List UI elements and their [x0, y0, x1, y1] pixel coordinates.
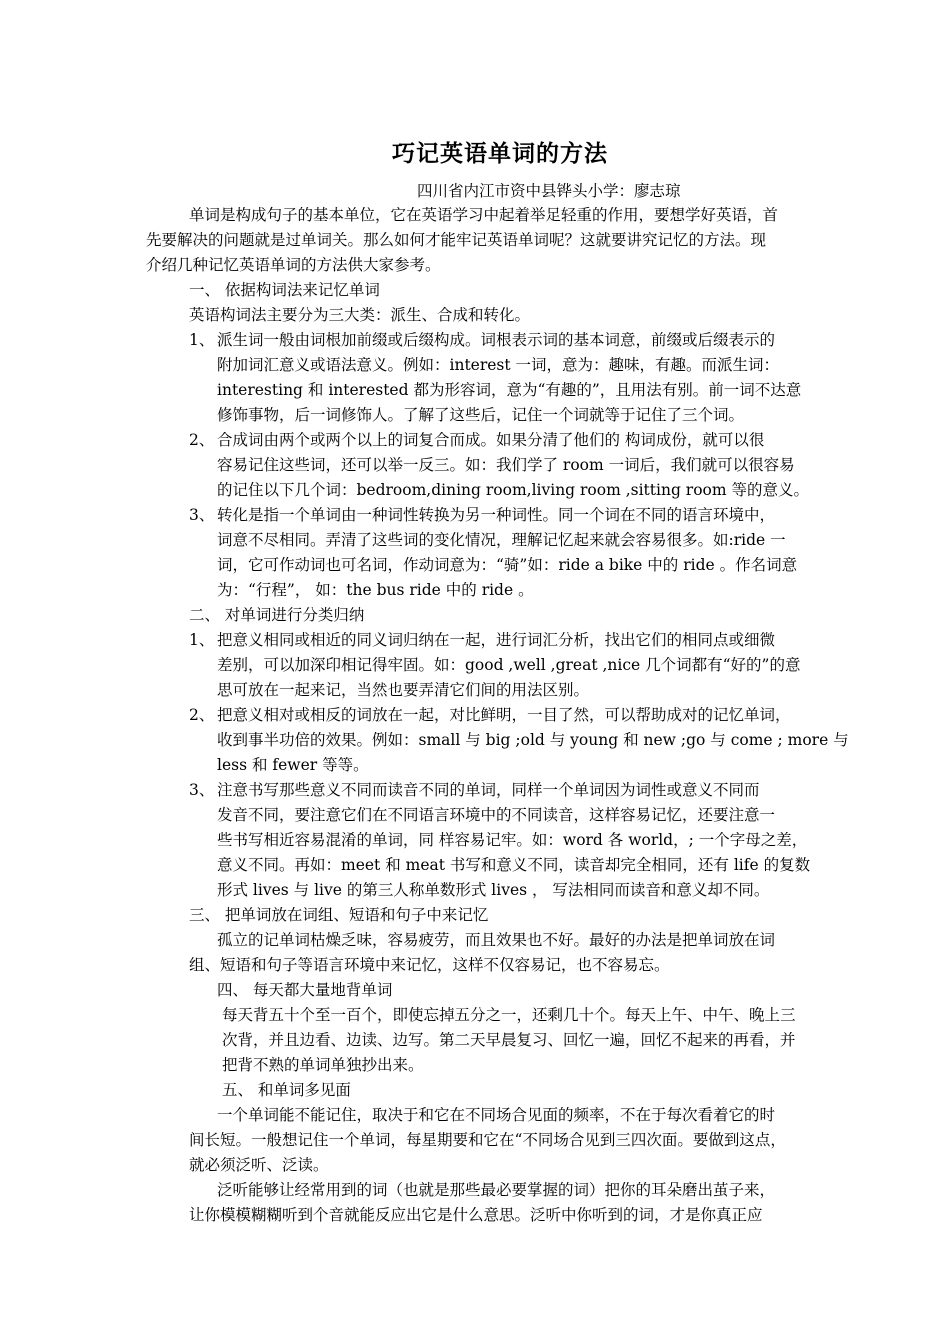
paragraph-line: 泛听能够让经常用到的词（也就是那些最必要掌握的词）把你的耳朵磨出茧子来， — [217, 1181, 776, 1199]
list-number: 1、 — [189, 631, 215, 649]
list-item-line: less 和 fewer 等等。 — [217, 756, 369, 774]
paragraph-line: 孤立的记单词枯燥乏味，容易疲劳，而且效果也不好。最好的办法是把单词放在词 — [217, 931, 776, 949]
list-number: 1、 — [189, 331, 215, 349]
list-item-line: 些书写相近容易混淆的单词，同 样容易记牢。如：word 各 world，; 一个字母之差， — [217, 831, 808, 849]
list-item-line: 思可放在一起来记，当然也要弄清它们间的用法区别。 — [217, 681, 590, 699]
list-item-line: 转化是指一个单词由一种词性转换为另一种词性。同一个词在不同的语言环境中， — [217, 506, 776, 524]
list-item-line: 合成词由两个或两个以上的词复合而成。如果分清了他们的 构词成份，就可以很 — [217, 431, 765, 449]
section-heading: 三、 把单词放在词组、短语和句子中来记忆 — [189, 906, 489, 924]
list-item-line: 词，它可作动词也可名词，作动词意为：“骑”如：ride a bike 中的 ride 。作名词意 — [217, 556, 798, 574]
paragraph-line: 介绍几种记忆英语单词的方法供大家参考。 — [146, 256, 441, 274]
section-heading: 四、 每天都大量地背单词 — [217, 981, 393, 999]
list-item-line: 收到事半功倍的效果。例如：small 与 big ;old 与 young 和 new ;go 与 come ; more 与 — [217, 731, 849, 749]
section-heading: 五、 和单词多见面 — [222, 1081, 351, 1099]
list-item-line: 派生词一般由词根加前缀或后缀构成。词根表示词的基本词意，前缀或后缀表示的 — [217, 331, 776, 349]
list-item-line: 形式 lives 与 live 的第三人称单数形式 lives ， 写法相同而读音和意义却不同。 — [217, 881, 770, 899]
list-item-line: 修饰事物，后一词修饰人。了解了这些后，记住一个词就等于记住了三个词。 — [217, 406, 745, 424]
list-item-line: 词意不尽相同。弄清了这些词的变化情况，理解记忆起来就会容易很多。如:ride 一 — [217, 531, 786, 549]
list-item-line: interesting 和 interested 都为形容词，意为“有趣的”，且用法有别。前一词不达意 — [217, 381, 802, 399]
paragraph-line: 单词是构成句子的基本单位，它在英语学习中起着举足轻重的作用，要想学好英语，首 — [189, 206, 779, 224]
list-number: 2、 — [189, 431, 215, 449]
list-item-line: 注意书写那些意义不同而读音不同的单词，同样一个单词因为词性或意义不同而 — [217, 781, 760, 799]
paragraph-line: 次背，并且边看、边读、边写。第二天早晨复习、回忆一遍，回忆不起来的再看，并 — [222, 1031, 796, 1049]
paragraph-line: 先要解决的问题就是过单词关。那么如何才能牢记英语单词呢？这就要讲究记忆的方法。现 — [146, 231, 767, 249]
list-item-line: 差别，可以加深印相记得牢固。如：good ,well ,great ,nice 几个词都有“好的”的意 — [217, 656, 801, 674]
list-number: 2、 — [189, 706, 215, 724]
list-item-line: 把意义相同或相近的同义词归纳在一起，进行词汇分析，找出它们的相同点或细微 — [217, 631, 776, 649]
section-heading: 一、 依据构词法来记忆单词 — [189, 281, 380, 299]
list-item-line: 附加词汇意义或语法意义。例如：interest 一词，意为：趣味，有趣。而派生词： — [217, 356, 780, 374]
paragraph-line: 间长短。一般想记住一个单词，每星期要和它在“不同场合见到三四次面。要做到这点， — [189, 1131, 786, 1149]
author-line: 四川省内江市资中县铧头小学：廖志琼 — [417, 182, 681, 200]
paragraph-line: 把背不熟的单词单独抄出来。 — [222, 1056, 424, 1074]
list-number: 3、 — [189, 781, 215, 799]
paragraph-line: 组、短语和句子等语言环境中来记忆，这样不仅容易记，也不容易忘。 — [189, 956, 670, 974]
list-item-line: 容易记住这些词，还可以举一反三。如：我们学了 room 一词后，我们就可以很容易 — [217, 456, 795, 474]
paragraph-line: 每天背五十个至一百个，即使忘掉五分之一，还剩几十个。每天上午、中午、晚上三 — [222, 1006, 796, 1024]
list-item-line: 意义不同。再如：meet 和 meat 书写和意义不同，读音却完全相同，还有 life 的复数 — [217, 856, 811, 874]
paragraph-line: 一个单词能不能记住，取决于和它在不同场合见面的频率，不在于每次看着它的时 — [217, 1106, 776, 1124]
paragraph-line: 英语构词法主要分为三大类：派生、合成和转化。 — [189, 306, 531, 324]
list-number: 3、 — [189, 506, 215, 524]
list-item-line: 把意义相对或相反的词放在一起，对比鲜明，一目了然，可以帮助成对的记忆单词， — [217, 706, 791, 724]
section-heading: 二、 对单词进行分类归纳 — [189, 606, 365, 624]
paragraph-line: 让你模模糊糊听到个音就能反应出它是什么意思。泛听中你听到的词，才是你真正应 — [189, 1206, 763, 1224]
list-item-line: 为：“行程”， 如：the bus ride 中的 ride 。 — [217, 581, 534, 599]
list-item-line: 发音不同，要注意它们在不同语言环境中的不同读音，这样容易记忆，还要注意一 — [217, 806, 776, 824]
document-title: 巧记英语单词的方法 — [392, 140, 608, 167]
paragraph-line: 就必须泛听、泛读。 — [189, 1156, 329, 1174]
list-item-line: 的记住以下几个词：bedroom,dining room,living room ,sitting room 等的意义。 — [217, 481, 810, 499]
